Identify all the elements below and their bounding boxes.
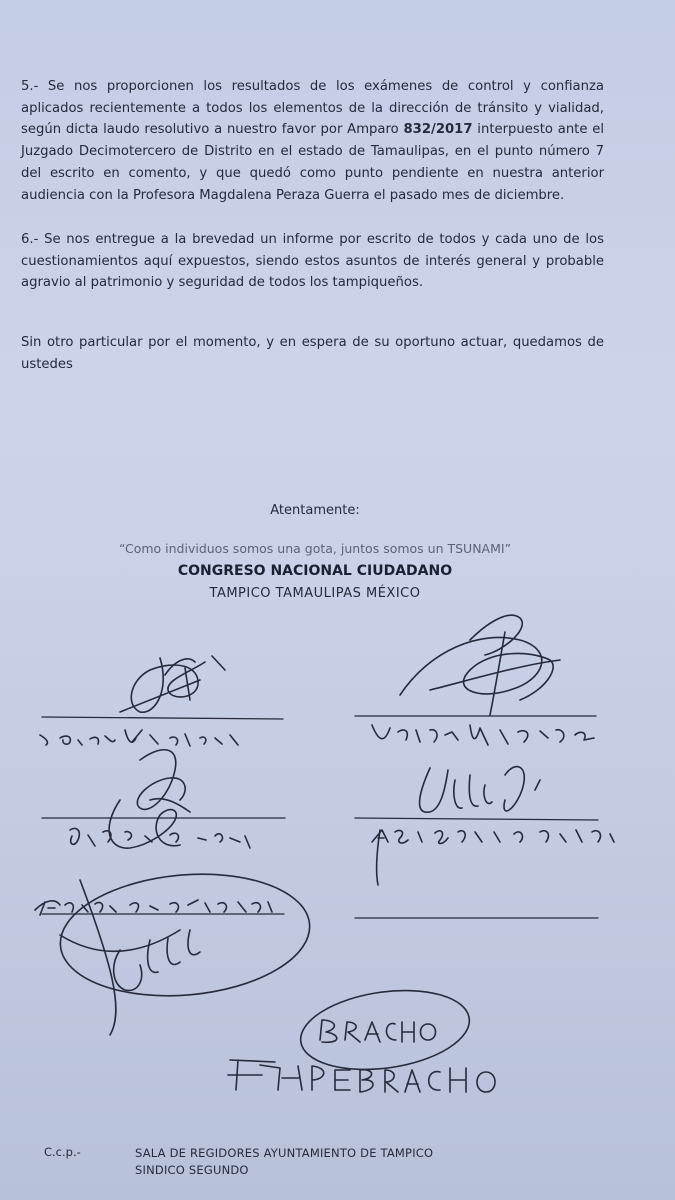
organization-city: TAMPICO TAMAULIPAS MÉXICO: [209, 586, 421, 601]
atentamente-label: Atentamente:: [270, 503, 360, 518]
organization-name: CONGRESO NACIONAL CIUDADANO: [177, 563, 453, 579]
paragraph-5-text-end: interpuesto ante el Juzgado Decimotercero de Distrito en el estado de Tamaulipas, en el punto número 7 del escrito en comento, y que quedó como punto pendiente en nuestra anterior audiencia con la Profesora Magdalena Peraza Guerra el pasado mes de diciembre.: [21, 122, 604, 203]
ccp-recipient-1: SALA DE REGIDORES AYUNTAMIENTO DE TAMPICO: [135, 1146, 434, 1160]
ccp-recipient-2: SINDICO SEGUNDO: [135, 1163, 249, 1177]
paragraph-6: 6.- Se nos entregue a la brevedad un informe por escrito de todos y cada uno de los cuestionamientos aquí expuestos, siendo estos asuntos de interés general y probable agravio al patrimonio y seguridad de todos los tampiqueños.: [21, 232, 604, 291]
motto-line: “Como individuos somos una gota, juntos somos un TSUNAMI”: [118, 541, 512, 556]
signature-5-scribble: [35, 864, 315, 1035]
signature-1-scribble: [40, 656, 238, 746]
signature-2-scribble: [372, 615, 594, 745]
closing-paragraph: Sin otro particular por el momento, y en espera de su oportuno actuar, quedamos de ustedes: [21, 335, 604, 372]
ccp-label: C.c.p.-: [44, 1145, 81, 1159]
signature-4-scribble: [372, 767, 614, 885]
signature-line-1: [42, 717, 283, 719]
signature-3-scribble: [70, 750, 250, 848]
signature-6-scribble: [228, 981, 495, 1092]
signature-line-4: [355, 818, 598, 820]
paragraph-5-text: 5.- Se nos proporcionen los resultados de los exámenes de control y confianza aplicados recientemente a todos los elementos de la dirección de tránsito y vialidad, según dicta laudo resolutivo a nuestro favor por Amparo: [21, 79, 604, 138]
amparo-number: 832/2017: [403, 122, 473, 138]
